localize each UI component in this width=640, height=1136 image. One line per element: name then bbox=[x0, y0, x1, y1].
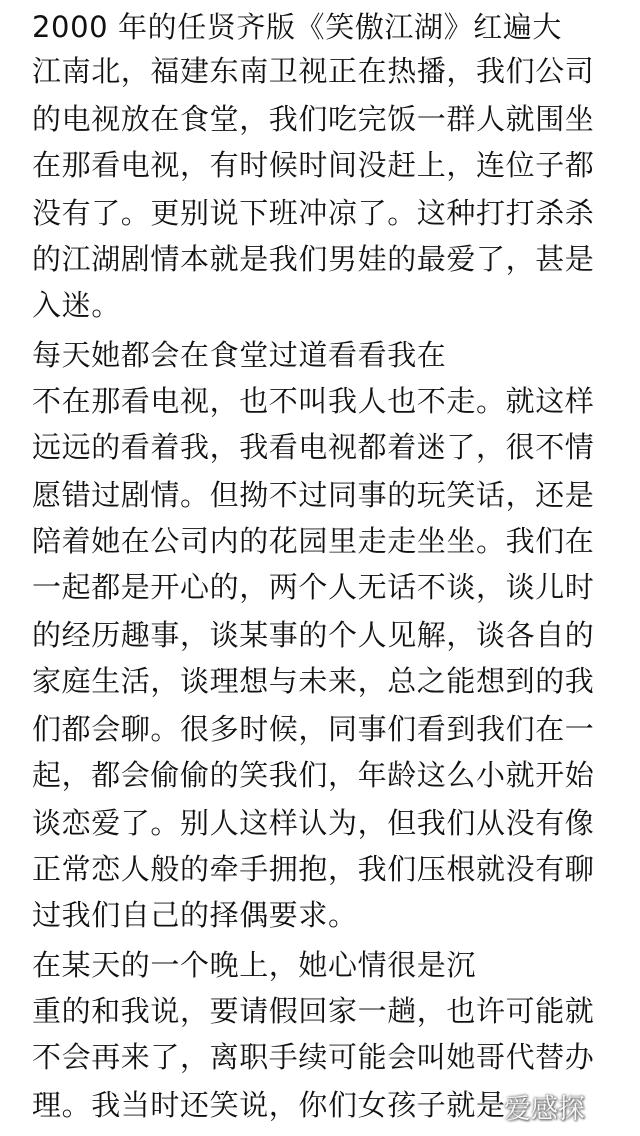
paragraph-line: 入迷。 bbox=[32, 288, 121, 322]
paragraph-line: 正常恋人般的牵手拥抱，我们压根就没有聊 bbox=[32, 852, 595, 886]
paragraph-line: 的江湖剧情本就是我们男娃的最爱了，甚是 bbox=[32, 242, 595, 276]
paragraph-line: 不会再来了，离职手续可能会叫她哥代替办 bbox=[32, 1040, 595, 1074]
paragraph-line: 谈恋爱了。别人这样认为，但我们从没有像 bbox=[32, 806, 595, 840]
paragraph-line: 一起都是开心的，两个人无话不谈，谈儿时 bbox=[32, 570, 595, 604]
watermark: 爱感探 bbox=[504, 1094, 585, 1125]
paragraph-line: 江南北，福建东南卫视正在热播，我们公司 bbox=[32, 54, 595, 88]
paragraph-line: 没有了。更别说下班冲凉了。这种打打杀杀 bbox=[32, 196, 595, 230]
paragraph-line: 2000 年的任贤齐版《笑傲江湖》红遍大 bbox=[32, 10, 563, 44]
paragraph-line: 不在那看电视，也不叫我人也不走。就这样 bbox=[32, 384, 595, 418]
paragraph-line: 理。我当时还笑说，你们女孩子就是 bbox=[32, 1088, 506, 1122]
paragraph-line: 愿错过剧情。但拗不过同事的玩笑话，还是 bbox=[32, 478, 595, 512]
paragraph-line: 在那看电视，有时候时间没赶上，连位子都 bbox=[32, 148, 595, 182]
paragraph-line: 重的和我说，要请假回家一趟，也许可能就 bbox=[32, 994, 595, 1028]
paragraph-line: 陪着她在公司内的花园里走走坐坐。我们在 bbox=[32, 524, 595, 558]
paragraph-line: 的经历趣事，谈某事的个人见解，谈各自的 bbox=[32, 618, 595, 652]
paragraph-line: 远远的看着我，我看电视都着迷了，很不情 bbox=[32, 430, 595, 464]
paragraph-line: 家庭生活，谈理想与未来，总之能想到的我 bbox=[32, 664, 595, 698]
paragraph-line: 起，都会偷偷的笑我们，年龄这么小就开始 bbox=[32, 758, 595, 792]
paragraph-line: 的电视放在食堂，我们吃完饭一群人就围坐 bbox=[32, 102, 595, 136]
paragraph-line: 在某天的一个晚上，她心情很是沉 bbox=[32, 948, 477, 982]
paragraph-line: 们都会聊。很多时候，同事们看到我们在一 bbox=[32, 712, 595, 746]
paragraph-line: 每天她都会在食堂过道看看我在 bbox=[32, 338, 447, 372]
paragraph-line: 过我们自己的择偶要求。 bbox=[32, 898, 358, 932]
